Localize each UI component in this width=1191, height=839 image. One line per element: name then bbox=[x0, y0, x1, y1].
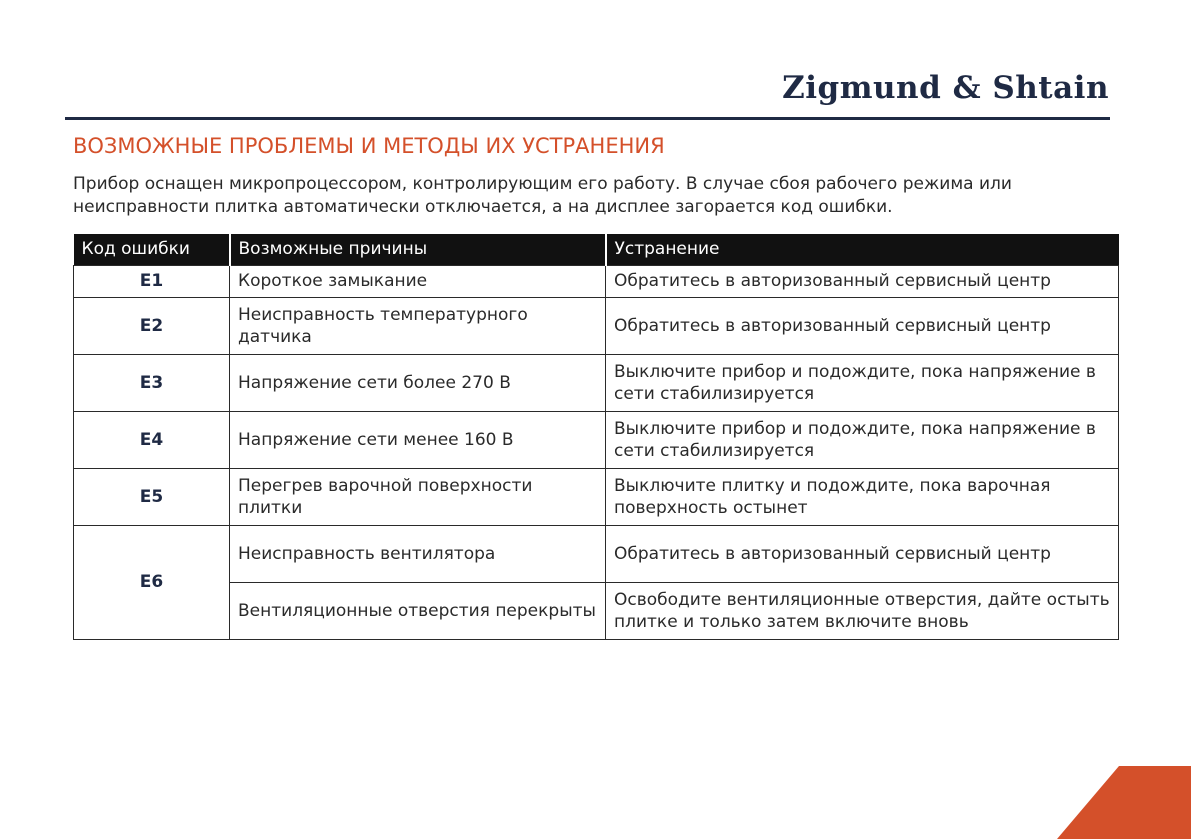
table-row bbox=[74, 265, 1119, 297]
fix-cell: Освободите вентиляционные отверстия, дайте остыть плитке и только затем включите вновь bbox=[606, 582, 1119, 639]
cause-cell: Напряжение сети более 270 В bbox=[230, 354, 606, 411]
section-title: ВОЗМОЖНЫЕ ПРОБЛЕМЫ И МЕТОДЫ ИХ УСТРАНЕНИЯ bbox=[73, 134, 665, 158]
fix-cell: Обратитесь в авторизованный сервисный центр bbox=[606, 297, 1119, 354]
column-header-fix: Устранение bbox=[606, 234, 1119, 265]
cause-cell: Короткое замыкание bbox=[230, 265, 606, 297]
column-header-code: Код ошибки bbox=[74, 234, 230, 265]
brand-logo: Zigmund & Shtain bbox=[782, 70, 1109, 106]
table-row bbox=[74, 411, 1119, 468]
header-divider bbox=[65, 117, 1110, 120]
table-row bbox=[74, 468, 1119, 525]
intro-paragraph: Прибор оснащен микропроцессором, контролирующим его работу. В случае сбоя рабочего режима или неисправности плитка автоматически отключается, а на дисплее загорается код ошибки. bbox=[73, 174, 1012, 217]
fix-cell: Выключите прибор и подождите, пока напряжение в сети стабилизируется bbox=[606, 411, 1119, 468]
error-code-cell: E3 bbox=[74, 354, 230, 411]
table-row bbox=[74, 525, 1119, 582]
table-row bbox=[74, 582, 1119, 639]
corner-decoration bbox=[1057, 766, 1191, 839]
error-codes-table bbox=[73, 234, 1119, 640]
error-code-cell: E6 bbox=[74, 525, 230, 639]
fix-cell: Выключите плитку и подождите, пока варочная поверхность остынет bbox=[606, 468, 1119, 525]
cause-cell: Напряжение сети менее 160 В bbox=[230, 411, 606, 468]
table-row bbox=[74, 297, 1119, 354]
fix-cell: Выключите прибор и подождите, пока напряжение в сети стабилизируется bbox=[606, 354, 1119, 411]
cause-cell: Неисправность температурного датчика bbox=[230, 297, 606, 354]
error-code-cell: E2 bbox=[74, 297, 230, 354]
column-header-causes: Возможные причины bbox=[230, 234, 606, 265]
cause-cell: Перегрев варочной поверхности плитки bbox=[230, 468, 606, 525]
fix-cell: Обратитесь в авторизованный сервисный центр bbox=[606, 525, 1119, 582]
error-code-cell: E1 bbox=[74, 265, 230, 297]
table-row bbox=[74, 354, 1119, 411]
error-code-cell: E4 bbox=[74, 411, 230, 468]
error-code-cell: E5 bbox=[74, 468, 230, 525]
cause-cell: Неисправность вентилятора bbox=[230, 525, 606, 582]
fix-cell: Обратитесь в авторизованный сервисный центр bbox=[606, 265, 1119, 297]
cause-cell: Вентиляционные отверстия перекрыты bbox=[230, 582, 606, 639]
corner-triangle-shape bbox=[1057, 766, 1191, 839]
table-header-row bbox=[74, 234, 1119, 265]
